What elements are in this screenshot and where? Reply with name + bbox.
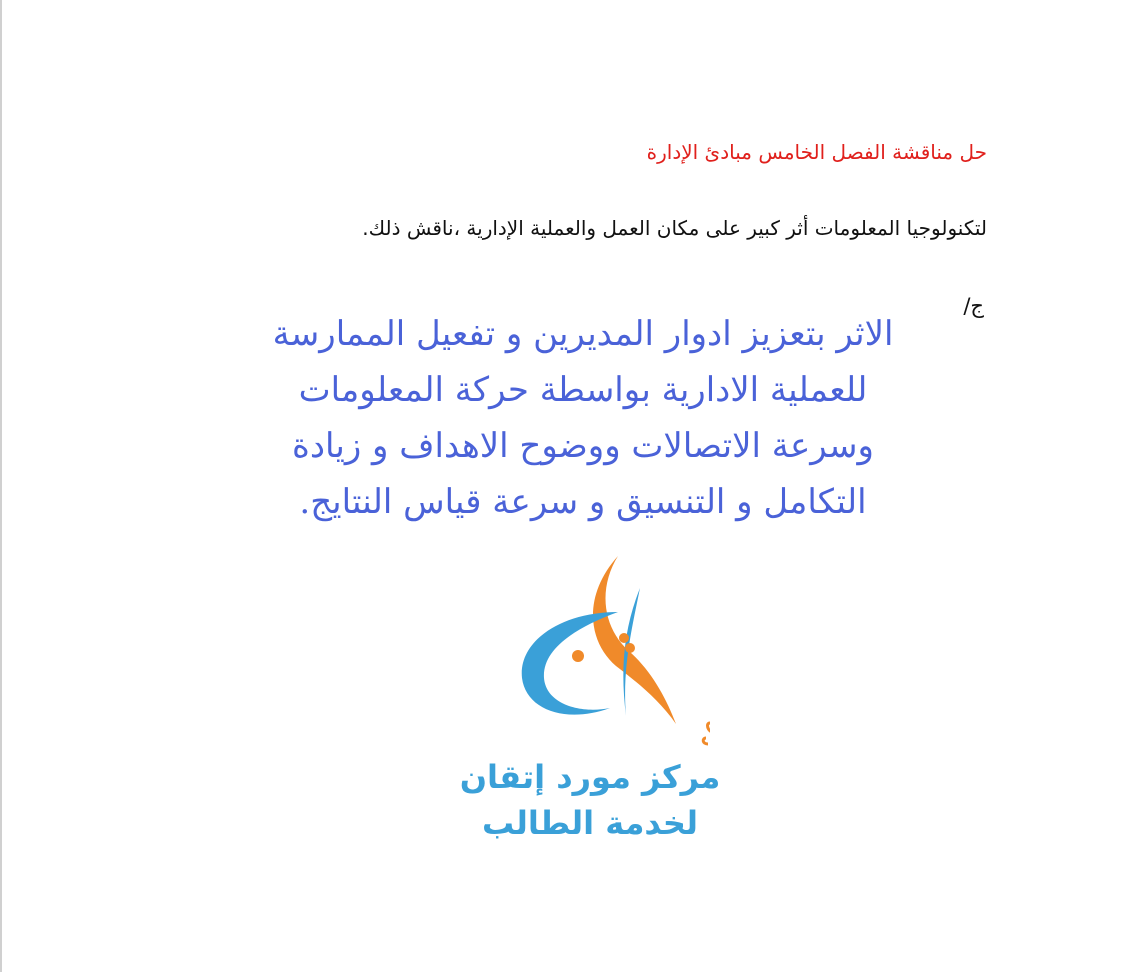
answer-line: للعملية الادارية بواسطة حركة المعلومات (298, 370, 868, 410)
answer-line: وسرعة الاتصالات ووضوح الاهداف و زيادة (292, 426, 874, 466)
logo-name-text: مركز مورد إتقان (459, 758, 721, 796)
itqan-logo-mark-icon (470, 548, 710, 748)
answer-text (238, 306, 928, 530)
question-text: لتكنولوجيا المعلومات أثر كبير على مكان العمل والعملية الإدارية ،ناقش ذلك. (362, 216, 987, 240)
answer-line: التكامل و التنسيق و سرعة قياس النتايج. (299, 482, 867, 522)
page-left-border (0, 0, 2, 972)
document-title: حل مناقشة الفصل الخامس مبادئ الإدارة (646, 140, 987, 164)
answer-line: الاثر بتعزيز ادوار المديرين و تفعيل الممارسة (272, 314, 894, 354)
answer-label: ج/ (963, 294, 984, 318)
logo-tagline-text: لخدمة الطالب (482, 804, 698, 842)
itqan-logo (430, 548, 750, 848)
